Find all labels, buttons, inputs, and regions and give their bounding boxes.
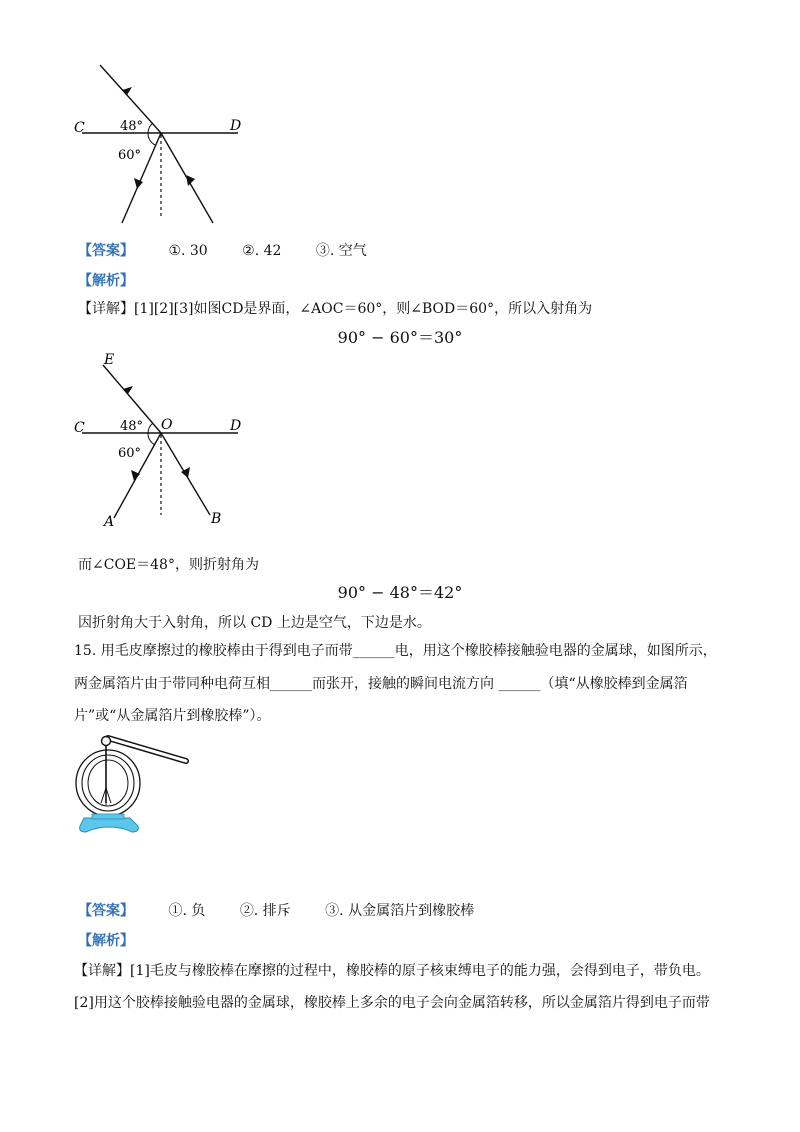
angle-48-label: 48° xyxy=(120,419,144,434)
angle-60-label: 60° xyxy=(118,148,142,163)
label-b: B xyxy=(211,511,222,527)
label-o: O xyxy=(161,417,173,433)
analysis-line-2 xyxy=(78,930,134,950)
angle-arc-bottom xyxy=(148,133,155,145)
incident-ray xyxy=(122,133,161,223)
angle-60-label: 60° xyxy=(118,446,142,461)
answer-line-1 xyxy=(78,240,367,260)
detail-tag: 【详解】 xyxy=(78,301,134,317)
equation-1: 90° − 60°＝30° xyxy=(337,328,463,347)
answer-tag: 【答案】 xyxy=(78,243,134,259)
jar-inner-ring xyxy=(82,755,134,811)
label-c: C xyxy=(74,120,85,136)
analysis-tag: 【解析】 xyxy=(78,273,134,289)
text-line-coe: 而∠COE＝48°，则折射角为 xyxy=(78,557,259,573)
angle-arc-top xyxy=(148,123,153,133)
equation-2: 90° − 48°＝42° xyxy=(337,583,463,602)
answer-option-2: ②. 排斥 xyxy=(239,903,291,919)
answer-option-1: ①. 负 xyxy=(168,903,206,919)
angle-arc-bottom xyxy=(148,433,155,445)
analysis-tag: 【解析】 xyxy=(78,933,134,949)
text-line-conclusion: 因折射角大于入射角，所以 CD 上边是空气，下边是水。 xyxy=(78,615,431,631)
label-a: A xyxy=(104,514,115,530)
answer-option-3: ③. 从金属箔片到橡胶棒 xyxy=(325,903,475,919)
question-15-line-2: 两金属箔片由于带同种电荷互相______而张开，接触的瞬间电流方向 ______（填“从橡胶棒到金属箔 xyxy=(74,676,688,692)
electroscope-base-top xyxy=(92,814,124,819)
angle-arc-top xyxy=(148,423,153,433)
refracted-ray-arrow xyxy=(122,87,132,95)
label-d: D xyxy=(230,418,242,434)
answer-line-2 xyxy=(78,900,474,920)
detail-text: [1][2][3]如图CD是界面，∠AOC＝60°，则∠BOD＝60°，所以入射角为 xyxy=(134,301,593,317)
refraction-figure-1 xyxy=(70,55,260,230)
electroscope-base xyxy=(80,818,139,832)
angle-48-label: 48° xyxy=(120,119,144,134)
question-15-line-3: 片”或“从金属箔片到橡胶棒”）。 xyxy=(74,708,271,724)
answer-option-3: ③. 空气 xyxy=(315,243,367,259)
incident-ray-arrow xyxy=(134,178,143,189)
detail-tag: 【详解】 xyxy=(74,963,130,979)
jar-front-ring xyxy=(88,760,128,806)
label-e: E xyxy=(104,352,115,368)
detail-line-1 xyxy=(78,298,592,318)
answer-option-2: ②. 42 xyxy=(242,243,282,259)
detail-text: [1]毛皮与橡胶棒在摩擦的过程中，橡胶棒的原子核束缚电子的能力强，会得到电子，带负电。 xyxy=(130,963,710,979)
answer-tag: 【答案】 xyxy=(78,903,134,919)
question-15-line-1: 15. 用毛皮摩擦过的橡胶棒由于得到电子而带______电，用这个橡胶棒接触验电器的金属球，如图所示， xyxy=(74,643,717,659)
detail-line-2 xyxy=(74,960,710,980)
metal-ball xyxy=(102,737,111,746)
label-d: D xyxy=(230,118,242,134)
answer-option-1: ①. 30 xyxy=(168,243,208,259)
electroscope-figure xyxy=(70,728,200,843)
ray-oe-arrow xyxy=(123,386,133,394)
detail-line-3: [2]用这个胶棒接触验电器的金属球，橡胶棒上多余的电子会向金属箔转移，所以金属箔片得到电子而带 xyxy=(74,995,710,1011)
label-c: C xyxy=(74,420,85,436)
refraction-figure-2 xyxy=(70,350,260,530)
analysis-line-1 xyxy=(78,270,134,290)
